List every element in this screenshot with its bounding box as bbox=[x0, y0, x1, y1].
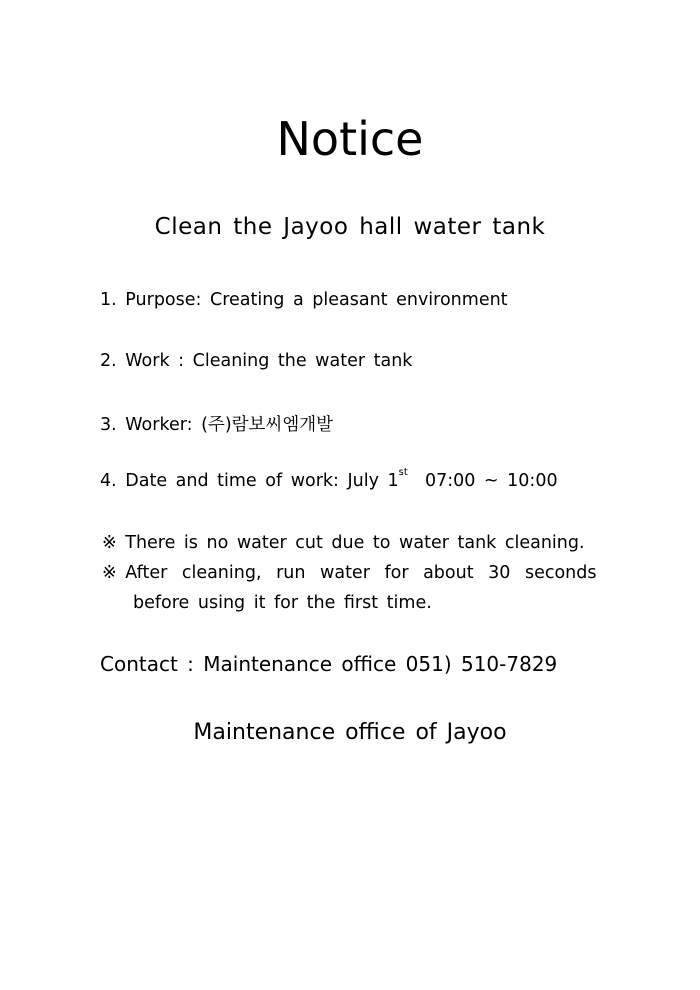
item-worker bbox=[100, 411, 333, 436]
ordinal-superscript: st bbox=[398, 467, 408, 478]
note-text: There is no water cut due to water tank cleaning. bbox=[125, 533, 585, 553]
notice-footer: Maintenance office of Jayoo bbox=[193, 720, 507, 745]
note-no-water-cut bbox=[102, 533, 585, 553]
notice-title: Notice bbox=[276, 112, 424, 166]
item-time: 07:00 ~ 10:00 bbox=[407, 471, 558, 491]
item-text: Purpose: Creating a pleasant environment bbox=[125, 290, 508, 310]
note-run-water bbox=[102, 563, 597, 583]
note-run-water-line2: before using it for the first time. bbox=[133, 593, 432, 613]
item-text: Worker: (주)람보씨엠개발 bbox=[125, 415, 334, 435]
reference-mark-icon: ※ bbox=[102, 563, 117, 583]
item-text: Date and time of work: July 1 bbox=[125, 471, 399, 491]
item-date-time bbox=[100, 467, 558, 491]
item-number: 3. bbox=[100, 415, 117, 435]
item-purpose bbox=[100, 290, 508, 310]
note-text-line1: After cleaning, run water for about 30 seconds bbox=[125, 563, 597, 583]
notice-subtitle: Clean the Jayoo hall water tank bbox=[154, 214, 546, 240]
item-number: 1. bbox=[100, 290, 117, 310]
contact-info: Contact : Maintenance office 051) 510-7829 bbox=[100, 652, 558, 676]
item-number: 2. bbox=[100, 351, 117, 371]
item-number: 4. bbox=[100, 471, 117, 491]
item-text: Work : Cleaning the water tank bbox=[125, 351, 413, 371]
item-work bbox=[100, 351, 412, 371]
reference-mark-icon: ※ bbox=[102, 533, 117, 553]
